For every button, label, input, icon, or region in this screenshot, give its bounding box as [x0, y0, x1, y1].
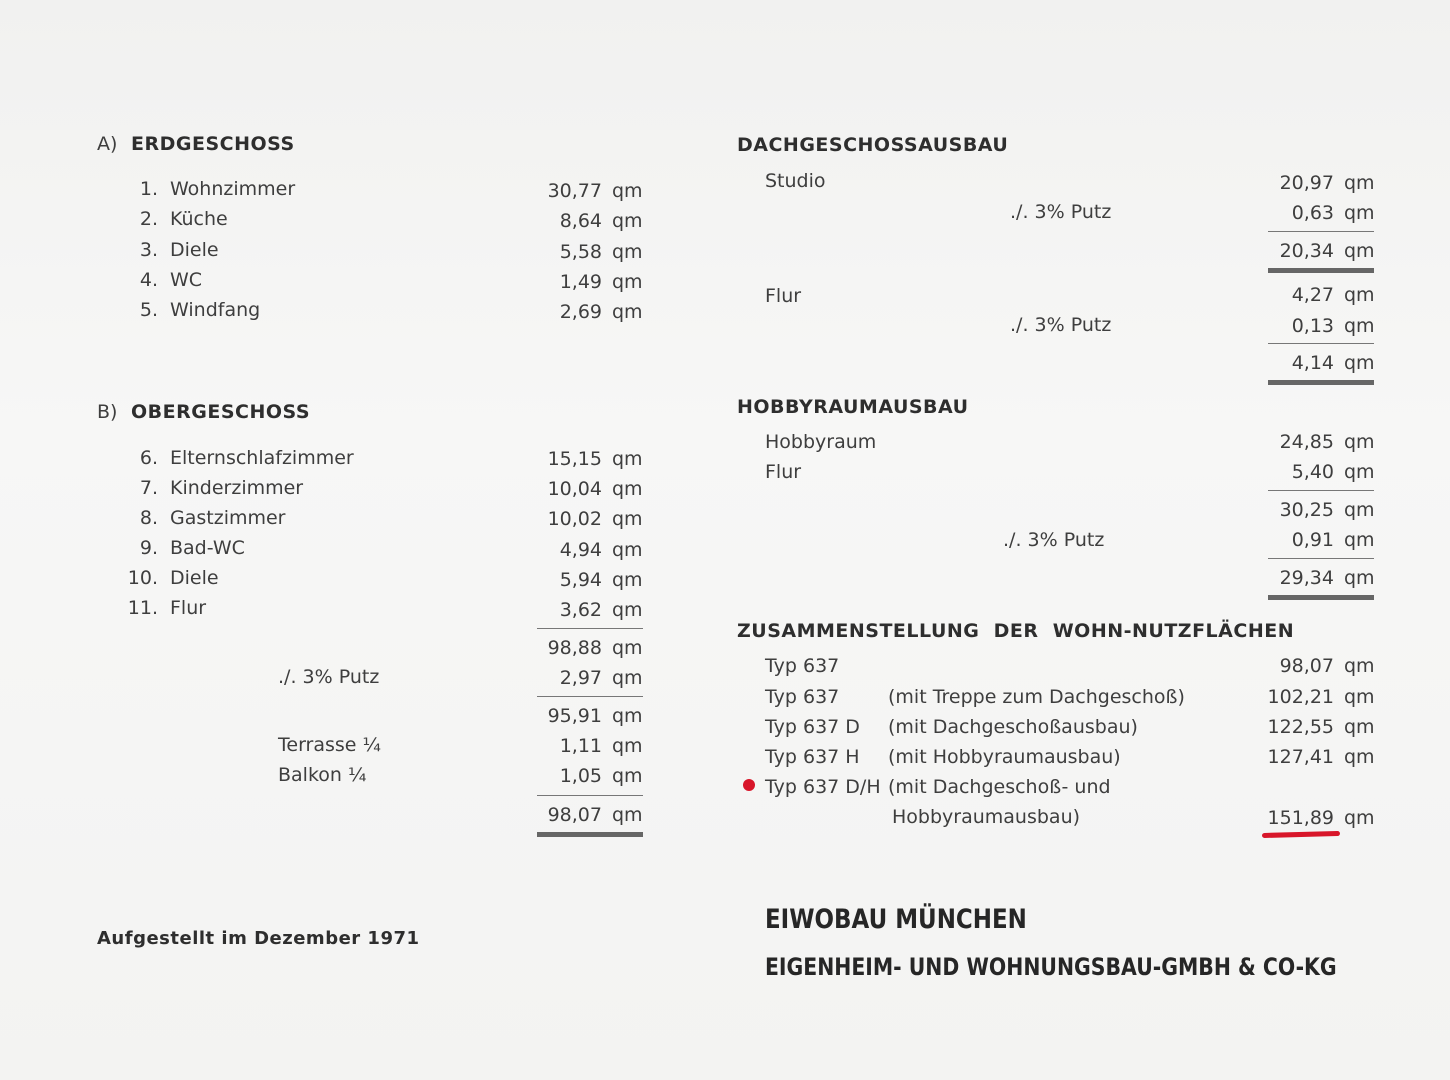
total-double-rule [1268, 595, 1374, 600]
terrasse-label: Terrasse ¼ [278, 734, 381, 756]
flur-putz-label: ./. 3% Putz [1010, 314, 1112, 336]
row-value: 10,02 [547, 508, 602, 530]
row-number: 7. [139, 477, 158, 499]
sum-rule [1268, 231, 1374, 232]
row-number: 3. [139, 239, 158, 261]
hobbyraum-label: Hobbyraum [765, 431, 877, 453]
flur-value: 4,27 [1291, 284, 1334, 306]
row-value: 2,69 [559, 301, 602, 323]
summary-value: 127,41 [1267, 746, 1334, 768]
hobby-putz-label: ./. 3% Putz [1003, 529, 1105, 551]
summary-value: 102,21 [1267, 686, 1334, 708]
studio-putz-unit: qm [1344, 202, 1375, 224]
flur-total-value: 4,14 [1291, 352, 1334, 374]
sum-rule [537, 696, 643, 697]
sum-rule [537, 795, 643, 796]
subtotal-unit: qm [612, 705, 643, 727]
hobbyraum-value: 24,85 [1279, 431, 1334, 453]
subtotal-value: 95,91 [547, 705, 602, 727]
row-name: Diele [170, 239, 219, 261]
dh-typ: Typ 637 D/H [765, 776, 881, 798]
sum-rule [1268, 490, 1374, 491]
hobby-flur-value: 5,40 [1291, 461, 1334, 483]
summary-unit: qm [1344, 686, 1375, 708]
studio-label: Studio [765, 170, 826, 192]
balkon-unit: qm [612, 765, 643, 787]
studio-putz-value: 0,63 [1291, 202, 1334, 224]
studio-value: 20,97 [1279, 172, 1334, 194]
studio-putz-label: ./. 3% Putz [1010, 201, 1112, 223]
row-number: 4. [139, 269, 158, 291]
row-unit: qm [612, 478, 643, 500]
total-value: 98,07 [547, 804, 602, 826]
row-number: 8. [139, 507, 158, 529]
row-name: Bad-WC [170, 537, 245, 559]
dh-desc-line1: (mit Dachgeschoß- und [888, 776, 1111, 798]
summary-typ: Typ 637 H [765, 746, 860, 768]
row-value: 4,94 [559, 539, 602, 561]
balkon-label: Balkon ¼ [278, 764, 367, 786]
row-unit: qm [612, 180, 643, 202]
flur-label: Flur [765, 285, 802, 307]
summary-value: 98,07 [1279, 655, 1334, 677]
row-value: 5,58 [559, 241, 602, 263]
row-value: 5,94 [559, 569, 602, 591]
sum-rule [1268, 558, 1374, 559]
summary-desc: (mit Hobbyraumausbau) [888, 746, 1121, 768]
row-value: 8,64 [559, 210, 602, 232]
subtotal-unit: qm [612, 637, 643, 659]
row-name: Flur [170, 597, 207, 619]
subtotal-value: 98,88 [547, 637, 602, 659]
row-name: Diele [170, 567, 219, 589]
row-unit: qm [612, 241, 643, 263]
studio-unit: qm [1344, 172, 1375, 194]
row-value: 3,62 [559, 599, 602, 621]
row-unit: qm [612, 301, 643, 323]
hobby-total-unit: qm [1344, 567, 1375, 589]
row-unit: qm [612, 448, 643, 470]
hobby-sum-value: 30,25 [1279, 499, 1334, 521]
row-number: 2. [139, 208, 158, 230]
row-name: Windfang [170, 299, 261, 321]
terrasse-value: 1,11 [559, 735, 602, 757]
row-name: Wohnzimmer [170, 178, 296, 200]
row-unit: qm [612, 539, 643, 561]
red-highlight-underline [1262, 831, 1340, 838]
row-unit: qm [612, 569, 643, 591]
row-unit: qm [612, 599, 643, 621]
section-b-marker: B) [97, 401, 118, 423]
dh-unit: qm [1344, 807, 1375, 829]
total-double-rule [537, 832, 643, 837]
hobby-putz-value: 0,91 [1291, 529, 1334, 551]
terrasse-unit: qm [612, 735, 643, 757]
summary-desc: (mit Treppe zum Dachgeschoß) [888, 686, 1185, 708]
flur-unit: qm [1344, 284, 1375, 306]
flur-total-unit: qm [1344, 352, 1375, 374]
company-subtitle: EIGENHEIM- UND WOHNUNGSBAU-GMBH & CO-KG [765, 953, 1337, 981]
row-value: 15,15 [547, 448, 602, 470]
total-double-rule [1268, 380, 1374, 385]
highlight-dot-marker [743, 779, 755, 791]
summary-desc: (mit Dachgeschoßausbau) [888, 716, 1138, 738]
putz-label: ./. 3% Putz [278, 666, 380, 688]
flur-putz-value: 0,13 [1291, 315, 1334, 337]
row-name: WC [170, 269, 203, 291]
hobby-flur-label: Flur [765, 461, 802, 483]
summary-typ: Typ 637 D [765, 716, 860, 738]
hobbyraum-unit: qm [1344, 431, 1375, 453]
summary-typ: Typ 637 [765, 655, 840, 677]
sum-rule [537, 628, 643, 629]
putz-unit: qm [612, 667, 643, 689]
hobby-total-value: 29,34 [1279, 567, 1334, 589]
summary-unit: qm [1344, 746, 1375, 768]
section-a-title: ERDGESCHOSS [131, 133, 295, 155]
row-unit: qm [612, 271, 643, 293]
putz-value: 2,97 [559, 667, 602, 689]
company-name: EIWOBAU MÜNCHEN [765, 904, 1027, 935]
summary-typ: Typ 637 [765, 686, 840, 708]
row-name: Gastzimmer [170, 507, 286, 529]
row-number: 1. [139, 178, 158, 200]
dach-title: DACHGESCHOSSAUSBAU [737, 134, 1009, 156]
dh-desc-line2: Hobbyraumausbau) [892, 806, 1081, 828]
row-number: 10. [127, 567, 158, 589]
summary-value: 122,55 [1267, 716, 1334, 738]
section-b-title: OBERGESCHOSS [131, 401, 311, 423]
studio-total-value: 20,34 [1279, 240, 1334, 262]
row-name: Elternschlafzimmer [170, 447, 354, 469]
section-a-marker: A) [97, 133, 118, 155]
row-name: Küche [170, 208, 228, 230]
summary-unit: qm [1344, 716, 1375, 738]
dh-value: 151,89 [1267, 807, 1334, 829]
hobby-putz-unit: qm [1344, 529, 1375, 551]
summary-unit: qm [1344, 655, 1375, 677]
sum-rule [1268, 343, 1374, 344]
row-value: 30,77 [547, 180, 602, 202]
row-number: 6. [139, 447, 158, 469]
total-unit: qm [612, 804, 643, 826]
row-number: 9. [139, 537, 158, 559]
hobby-flur-unit: qm [1344, 461, 1375, 483]
row-value: 10,04 [547, 478, 602, 500]
flur-putz-unit: qm [1344, 315, 1375, 337]
hobby-sum-unit: qm [1344, 499, 1375, 521]
row-name: Kinderzimmer [170, 477, 304, 499]
summary-title: ZUSAMMENSTELLUNG DER WOHN-NUTZFLÄCHEN [737, 620, 1295, 642]
footer-date: Aufgestellt im Dezember 1971 [97, 928, 420, 949]
hobby-title: HOBBYRAUMAUSBAU [737, 396, 969, 418]
studio-total-unit: qm [1344, 240, 1375, 262]
row-number: 5. [139, 299, 158, 321]
balkon-value: 1,05 [559, 765, 602, 787]
row-number: 11. [127, 597, 158, 619]
row-unit: qm [612, 508, 643, 530]
total-double-rule [1268, 268, 1374, 273]
row-unit: qm [612, 210, 643, 232]
row-value: 1,49 [559, 271, 602, 293]
